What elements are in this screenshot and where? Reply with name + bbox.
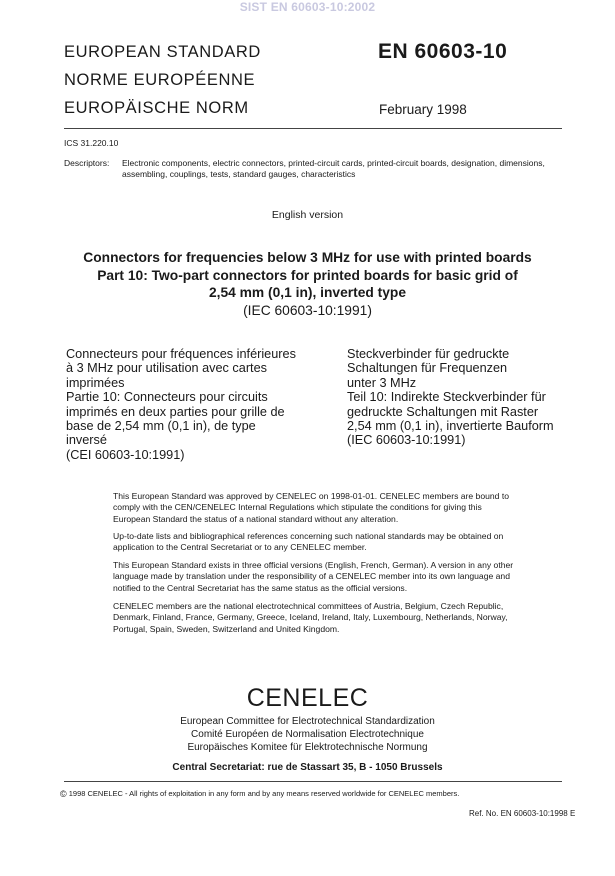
secretariat-address: Central Secretariat: rue de Stassart 35, B - 1050 Brussels: [172, 762, 443, 773]
organization-full-name-en: European Committee for Electrotechnical Standardization: [180, 716, 435, 727]
footer-divider: [64, 781, 562, 782]
title-line: Part 10: Two-part connectors for printed boards for basic grid of: [97, 267, 518, 283]
english-title: [0, 249, 615, 319]
paragraph-line: application to the Central Secretariat or to any CENELEC member.: [113, 542, 367, 553]
descriptors-text: [122, 158, 572, 180]
french-title-line: (CEI 60603-10:1991): [66, 447, 185, 462]
watermark: SIST EN 60603-10:2002: [239, 0, 376, 14]
standard-number: EN 60603-10: [378, 40, 508, 63]
paragraph-line: Denmark, Finland, France, Germany, Greece, Iceland, Ireland, Italy, Luxembourg, Netherlands, Norway,: [113, 612, 508, 623]
versions-paragraph: [113, 560, 563, 594]
descriptors-line: Electronic components, electric connectors, printed-circuit cards, printed-circuit boards, designation, dimensions,: [122, 158, 545, 168]
header-english: EUROPEAN STANDARD: [64, 43, 261, 61]
approval-paragraph: [113, 491, 563, 525]
title-line: 2,54 mm (0,1 in), inverted type: [208, 285, 407, 300]
copyright-text: 1998 CENELEC - All rights of exploitation in any form and by any means reserved worldwide for CENELEC members.: [68, 789, 460, 798]
german-title-line: Steckverbinder für gedruckte: [347, 347, 510, 361]
descriptors-label: Descriptors:: [64, 158, 110, 168]
header-german: EUROPÄISCHE NORM: [64, 99, 249, 117]
french-title: [66, 347, 336, 462]
french-title-line: Partie 10: Connecteurs pour circuits: [66, 390, 268, 405]
organization-full-name-fr: Comité Européen de Normalisation Electrotechnique: [191, 729, 424, 740]
title-reference: (IEC 60603-10:1991): [243, 302, 372, 318]
header-french: NORME EUROPÉENNE: [64, 71, 256, 89]
german-title-line: (IEC 60603-10:1991): [347, 433, 466, 448]
french-title-line: imprimées: [66, 375, 125, 390]
german-title-line: gedruckte Schaltungen mit Raster: [347, 404, 539, 419]
french-title-line: base de 2,54 mm (0,1 in), de type: [66, 419, 256, 434]
german-title-line: Teil 10: Indirekte Steckverbinder für: [347, 390, 546, 405]
organization-full-name-de: Europäisches Komitee für Elektrotechnische Normung: [187, 742, 428, 753]
members-paragraph: [113, 601, 563, 635]
copyright-icon: ©: [60, 789, 67, 799]
paragraph-line: Up-to-date lists and bibliographical references concerning such national standards may be obtained on: [113, 531, 504, 541]
german-title-line: unter 3 MHz: [347, 375, 417, 390]
paragraph-line: comply with the CEN/CENELEC Internal Regulations which stipulate the conditions for giving this: [113, 502, 482, 513]
german-title-line: 2,54 mm (0,1 in), invertierte Bauform: [347, 419, 554, 434]
paragraph-line: Portugal, Spain, Sweden, Switzerland and United Kingdom.: [113, 623, 340, 634]
ics-code: ICS 31.220.10: [64, 138, 119, 148]
french-title-line: inversé: [66, 433, 107, 448]
french-title-line: imprimés en deux parties pour grille de: [66, 404, 285, 419]
title-line: Connectors for frequencies below 3 MHz for use with printed boards: [83, 250, 532, 265]
french-title-line: Connecteurs pour fréquences inférieures: [66, 347, 296, 361]
organization-name: CENELEC: [246, 684, 369, 712]
paragraph-line: This European Standard exists in three official versions (English, French, German). A version in any other: [113, 560, 514, 570]
german-title-line: Schaltungen für Frequenzen: [347, 361, 508, 376]
german-title: [347, 347, 615, 448]
publication-date: February 1998: [379, 102, 467, 117]
header-divider: [64, 128, 562, 129]
paragraph-line: This European Standard was approved by CENELEC on 1998-01-01. CENELEC members are bound to: [113, 491, 510, 501]
references-paragraph: [113, 531, 563, 554]
version-label: English version: [271, 209, 344, 221]
paragraph-line: European Standard the status of a national standard without any alteration.: [113, 513, 399, 524]
french-title-line: à 3 MHz pour utilisation avec cartes: [66, 361, 267, 376]
paragraph-line: notified to the Central Secretariat has the same status as the official versions.: [113, 582, 408, 593]
reference-number: Ref. No. EN 60603-10:1998 E: [469, 809, 576, 818]
descriptors-line: assembling, couplings, tests, standard gauges, characteristics: [122, 169, 356, 179]
copyright-notice: [60, 789, 459, 799]
paragraph-line: CENELEC members are the national electrotechnical committees of Austria, Belgium, Czech Republic,: [113, 601, 504, 611]
paragraph-line: language made by translation under the responsibility of a CENELEC member into its own language and: [113, 571, 510, 582]
